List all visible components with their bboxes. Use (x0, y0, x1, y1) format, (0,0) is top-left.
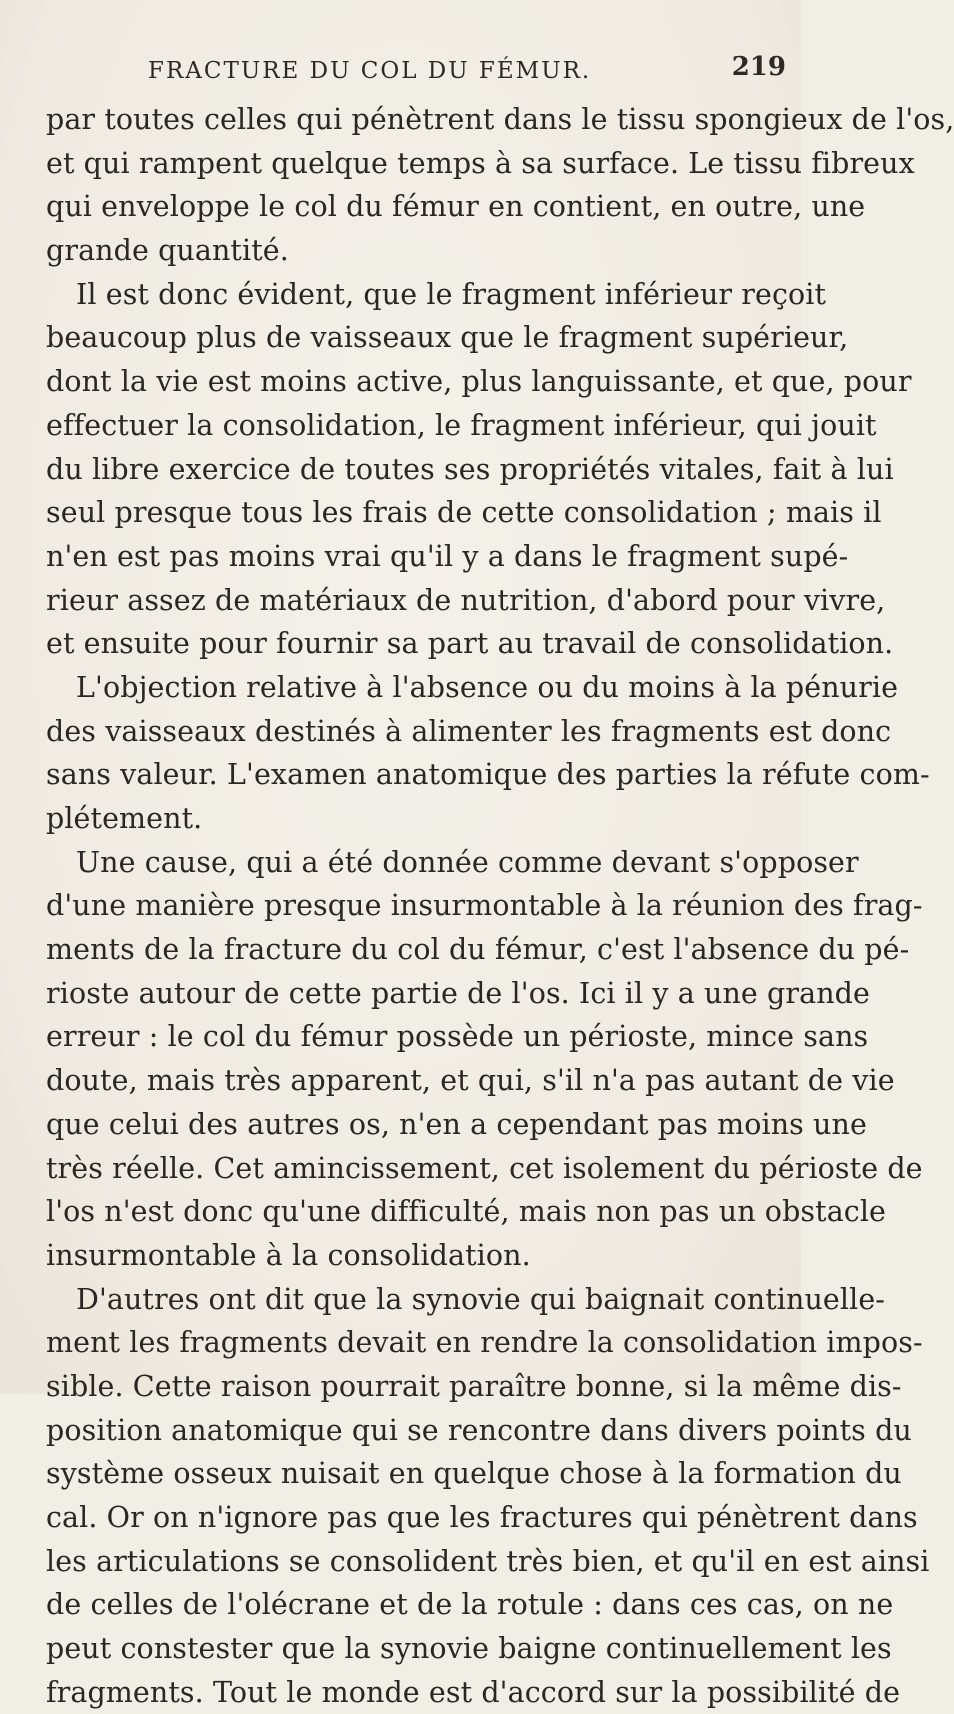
text-line: dont la vie est moins active, plus languissante, et que, pour (46, 365, 912, 399)
text-line: du libre exercice de toutes ses propriétés vitales, fait à lui (46, 452, 894, 486)
text-line: l'os n'est donc qu'une difficulté, mais non pas un obstacle (46, 1195, 887, 1229)
text-line: Il est donc évident, que le fragment inférieur reçoit (76, 277, 827, 311)
page-number: 219 (731, 52, 786, 82)
text-line: d'une manière presque insurmontable à la réunion des frag- (46, 889, 923, 923)
text-line: grande quantité. (46, 234, 289, 268)
text-line: plétement. (46, 802, 203, 835)
text-line: insurmontable à la consolidation. (46, 1238, 531, 1272)
running-title: FRACTURE DU COL DU FÉMUR. (148, 58, 592, 84)
text-line: par toutes celles qui pénètrent dans le tissu spongieux de l'os, (46, 103, 954, 136)
text-line: sans valeur. L'examen anatomique des parties la réfute com- (46, 758, 930, 792)
text-line: des vaisseaux destinés à alimenter les fragments est donc (46, 714, 892, 748)
text-line: fragments. Tout le monde est d'accord sur la possibilité de (46, 1675, 901, 1709)
text-line: effectuer la consolidation, le fragment inférieur, qui jouit (46, 408, 877, 442)
text-line: sible. Cette raison pourrait paraître bonne, si la même dis- (46, 1369, 902, 1403)
text-line: position anatomique qui se rencontre dans divers points du (46, 1413, 912, 1447)
text-line: système osseux nuisait en quelque chose à la formation du (46, 1457, 902, 1491)
text-line: peut constester que la synovie baigne continuellement les (46, 1632, 892, 1666)
text-line: beaucoup plus de vaisseaux que le fragment supérieur, (46, 321, 849, 355)
text-line: ment les fragments devait en rendre la consolidation impos- (46, 1326, 923, 1360)
text-line: et ensuite pour fournir sa part au travail de consolidation. (46, 627, 894, 661)
text-line: n'en est pas moins vrai qu'il y a dans le fragment supé- (46, 539, 849, 573)
body-text (46, 98, 954, 1714)
text-line: les articulations se consolident très bien, et qu'il en est ainsi (46, 1544, 930, 1578)
text-line: ments de la fracture du col du fémur, c'est l'absence du pé- (46, 933, 910, 967)
text-line: Une cause, qui a été donnée comme devant s'opposer (76, 845, 859, 879)
text-line: très réelle. Cet amincissement, cet isolement du périoste de (46, 1151, 923, 1185)
text-line: doute, mais très apparent, et qui, s'il n'a pas autant de vie (46, 1064, 895, 1098)
text-line: cal. Or on n'ignore pas que les fractures qui pénètrent dans (46, 1501, 918, 1534)
text-line: D'autres ont dit que la synovie qui baignait continuelle- (76, 1282, 886, 1316)
text-line: que celui des autres os, n'en a cependant pas moins une (46, 1107, 867, 1141)
text-line: et qui rampent quelque temps à sa surface. Le tissu fibreux (46, 146, 915, 180)
text-line: rioste autour de cette partie de l'os. Ici il y a une grande (46, 976, 870, 1010)
text-line: L'objection relative à l'absence ou du moins à la pénurie (76, 670, 899, 704)
text-line: de celles de l'olécrane et de la rotule : dans ces cas, on ne (46, 1588, 894, 1622)
text-line: seul presque tous les frais de cette consolidation ; mais il (46, 496, 882, 530)
text-line: erreur : le col du fémur possède un périoste, mince sans (46, 1020, 869, 1054)
text-line: qui enveloppe le col du fémur en contient, en outre, une (46, 190, 866, 224)
text-line: rieur assez de matériaux de nutrition, d'abord pour vivre, (46, 583, 886, 617)
